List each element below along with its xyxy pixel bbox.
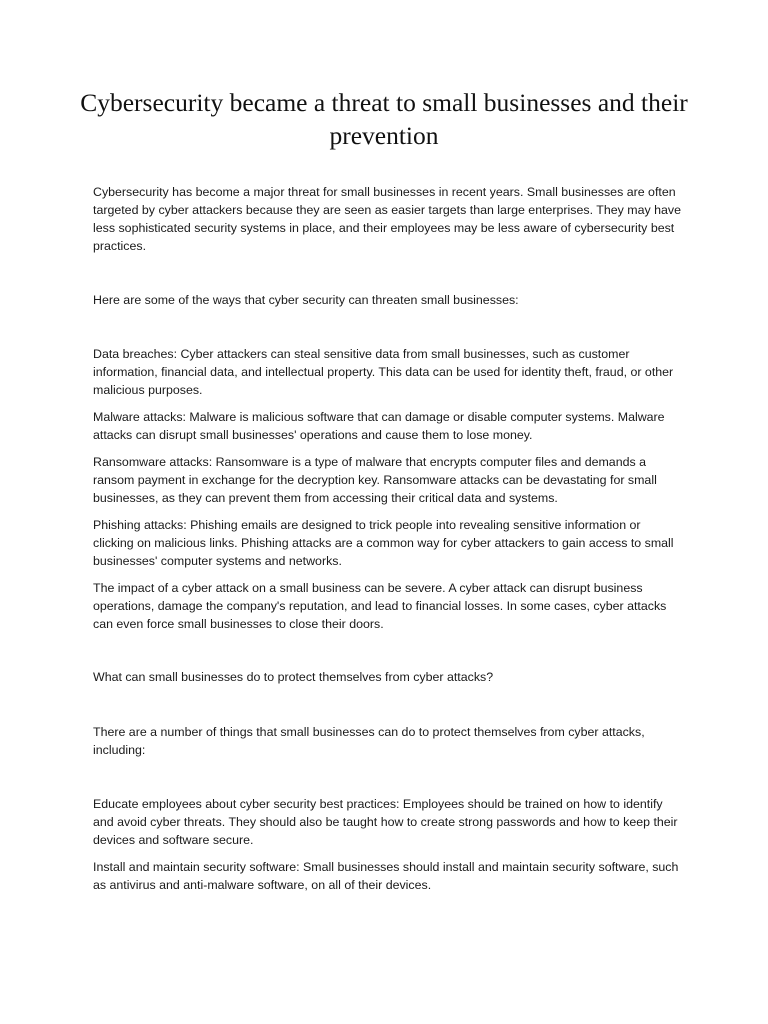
paragraph-protection-question: What can small businesses do to protect themselves from cyber attacks?	[93, 670, 494, 684]
paragraph-data-breaches: Data breaches: Cyber attackers can steal sensitive data from small businesses, such as customer information, financial data, and intellectual property. This data can be used for identity theft, fraud, or other malicious purposes.	[93, 347, 674, 397]
paragraph-malware-attacks: Malware attacks: Malware is malicious software that can damage or disable computer systems. Malware attacks can disrupt small businesses' operations and cause them to lose money.	[93, 410, 665, 442]
paragraph-security-software: Install and maintain security software: Small businesses should install and maintain security software, such as antivirus and anti-malware software, on all of their devices.	[93, 860, 679, 892]
document-title: Cybersecurity became a threat to small businesses and their prevention	[80, 88, 688, 150]
paragraph-protection-lead: There are a number of things that small businesses can do to protect themselves from cyber attacks, including:	[93, 725, 645, 757]
paragraph-threats-lead: Here are some of the ways that cyber security can threaten small businesses:	[93, 293, 519, 307]
paragraph-ransomware-attacks: Ransomware attacks: Ransomware is a type of malware that encrypts computer files and demands a ransom payment in exchange for the decryption key. Ransomware attacks can be devastating for small businesses, as they can prevent them from accessing their critical data and systems.	[93, 455, 657, 505]
paragraph-intro: Cybersecurity has become a major threat for small businesses in recent years. Small businesses are often targeted by cyber attackers because they are seen as easier targets than large enterprises. They may have less sophisticated security systems in place, and their employees may be less aware of cybersecurity best practices.	[93, 185, 681, 253]
paragraph-phishing-attacks: Phishing attacks: Phishing emails are designed to trick people into revealing sensitive information or clicking on malicious links. Phishing attacks are a common way for cyber attackers to gain access to small businesses' computer systems and networks.	[93, 518, 674, 568]
paragraph-impact: The impact of a cyber attack on a small business can be severe. A cyber attack can disrupt business operations, damage the company's reputation, and lead to financial losses. In some cases, cyber attacks can even force small businesses to close their doors.	[93, 581, 667, 631]
paragraph-educate-employees: Educate employees about cyber security best practices: Employees should be trained on how to identify and avoid cyber threats. They should also be taught how to create strong passwords and how to keep their devices and software secure.	[93, 797, 678, 847]
